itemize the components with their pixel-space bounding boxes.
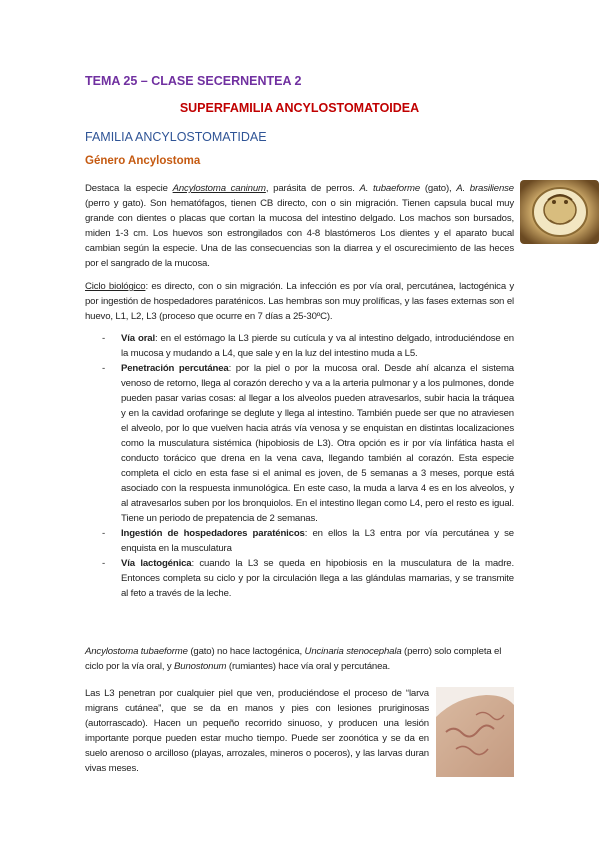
text-run: (rumiantes) hace vía oral y percutánea. bbox=[226, 661, 390, 672]
list-bullet: - bbox=[102, 363, 106, 374]
species-name: A. tubaeforme bbox=[359, 183, 421, 194]
intro-paragraph bbox=[85, 181, 514, 271]
text-run: (perro) solo completa el ciclo por la vía oral, y bbox=[85, 646, 502, 672]
text-run: , parásita de perros. bbox=[265, 183, 360, 194]
buccal-capsule-image bbox=[520, 180, 599, 244]
larva-migrans-image bbox=[436, 687, 514, 777]
text-run: (gato), bbox=[420, 183, 457, 194]
list-item bbox=[85, 361, 514, 526]
text-run: (gato) no hace lactogénica, bbox=[187, 646, 305, 657]
genero-heading: Género Ancylostoma bbox=[85, 155, 201, 167]
species-name: Bunostonum bbox=[174, 661, 227, 672]
species-name: Ancylostoma tubaeforme bbox=[85, 646, 188, 657]
species-name: Ancylostoma caninum bbox=[172, 183, 266, 194]
ciclo-paragraph bbox=[85, 279, 514, 324]
species-name: A. brasiliense bbox=[456, 183, 514, 194]
species-name: Uncinaria stenocephala bbox=[304, 646, 402, 657]
route-title: Vía oral bbox=[121, 333, 155, 344]
superfamilia-heading: SUPERFAMILIA ANCYLOSTOMATOIDEA bbox=[179, 101, 420, 115]
route-text: : en ellos la L3 entra por vía percutánea y se enquista en la musculatura bbox=[121, 528, 514, 554]
larva-migrans-paragraph bbox=[85, 686, 429, 776]
text-run: (perro y gato). Son hematófagos, tienen CB directo, con o sin migración. Tienen capsula bucal muy grande con dientes o placas que cortan la mucosa del intestino delgado. Los machos son bursados, miden 1-3 cm. Los huevos son estrongilados con 4-8 blastómeros Los dientes y el aparato bucal cambian según la especie. Una de las consecuencias son la diarrea y el oscurecimiento de las heces por el sangrado de la mucosa. bbox=[85, 198, 514, 269]
ciclo-label: Ciclo biológico bbox=[85, 281, 146, 292]
route-text: : cuando la L3 se queda en hipobiosis en la musculatura de la madre. Entonces completa su ciclo y por la circulación llega a las glándulas mamarias, y se transmite al feto a través de la leche. bbox=[121, 558, 514, 599]
route-text: : en el estómago la L3 pierde su cutícula y va al intestino delgado, introduciéndose en la mucosa y mudando a L4, que sale y en la luz del intestino muda a L5. bbox=[121, 333, 514, 359]
list-item bbox=[85, 556, 514, 601]
route-title: Ingestión de hospedadores paraténicos bbox=[121, 528, 305, 539]
list-bullet: - bbox=[102, 333, 106, 344]
larva-migrans-illustration bbox=[436, 687, 514, 777]
route-title: Penetración percutánea bbox=[121, 363, 229, 374]
species-comparison-paragraph bbox=[85, 644, 514, 674]
list-item bbox=[85, 331, 514, 361]
infection-routes-list bbox=[85, 331, 514, 601]
list-bullet: - bbox=[102, 558, 106, 569]
text-run: : es directo, con o sin migración. La infección es por vía oral, percutánea, lactogénica y por ingestión de hospedadores paraténicos. Las hembras son muy prolíficas, y las fases externas son el huevo, L1, L2, L3 (proceso que ocurre en 7 días a 25-30ºC). bbox=[85, 281, 515, 322]
text-run: Las L3 penetran por cualquier piel que ven, produciéndose el proceso de “larva migrans cutánea”, que se da en manos y pies con lesiones pruriginosas (autorrascado). Hacen un pequeño recorrido sinuoso, y producen una lesión importante porque pueden estar mucho tiempo. Puede ser zoonótica y se da en suelo arenoso o arcilloso (playas, arrozales, mineros o poceros), y las larvas duran vivas meses. bbox=[85, 688, 429, 774]
buccal-capsule-illustration bbox=[520, 180, 599, 244]
tema-heading: TEMA 25 – CLASE SECERNENTEA 2 bbox=[85, 74, 302, 88]
route-text: : por la piel o por la mucosa oral. Desde ahí alcanza el sistema venoso de retorno, llega al corazón derecho y va a la arteria pulmonar y a los pulmones, donde pueden pasar varias cosas: al llegar a los alveolos pueden atravesarlos, subir hacia la tráquea y en la cavidad orofaringe se deglute y llega al intestino. También puede ser que no atraviesen el alveolo, por lo que vuelven hacia atrás vía venosa y se enquistan en distintas localizaciones como la musculatura sistémica (hipobiosis de L3). Otra opción es ir por vía linfática hasta el conducto torácico que drena en la vena cava, llegando también al corazón. Esta especie completa el ciclo en esta fase si el animal es joven, de 5 semanas a 3 meses, porque está asociado con la respuesta inmunológica. En este caso, la muda a larva 4 es en los alveolos, y al atravesarlos suben por los bronquiolos. En el intestino llegan como L4, pero el resto es igual. Tiene un periodo de prepatencia de 2 semanas. bbox=[121, 363, 514, 524]
route-title: Vía lactogénica bbox=[121, 558, 192, 569]
list-item bbox=[85, 526, 514, 556]
text-run: Destaca la especie bbox=[85, 183, 173, 194]
familia-heading: FAMILIA ANCYLOSTOMATIDAE bbox=[85, 130, 267, 144]
list-bullet: - bbox=[102, 528, 106, 539]
